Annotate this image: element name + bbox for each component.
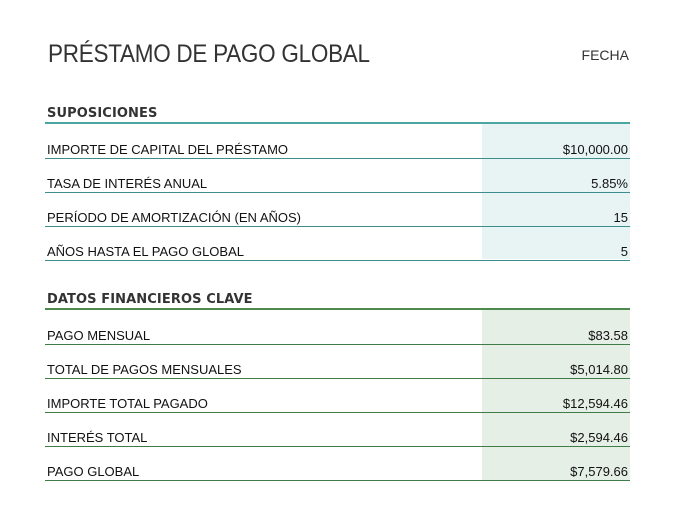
assumptions-title: SUPOSICIONES [47,106,158,121]
key-value: $7,579.66 [570,464,628,479]
row-divider [45,260,630,261]
key-label: IMPORTE TOTAL PAGADO [47,396,208,411]
key-label: INTERÉS TOTAL [47,430,148,445]
key-row-total-monthly-payments[interactable] [45,344,630,378]
key-financials-title: DATOS FINANCIEROS CLAVE [47,292,253,307]
page-title: PRÉSTAMO DE PAGO GLOBAL [48,40,370,68]
key-row-total-interest[interactable] [45,412,630,446]
assumption-label: AÑOS HASTA EL PAGO GLOBAL [47,244,244,259]
assumption-value[interactable]: 5.85% [591,176,628,191]
assumption-label: PERÍODO DE AMORTIZACIÓN (EN AÑOS) [47,210,302,225]
assumption-value[interactable]: 15 [613,210,628,225]
assumption-label: IMPORTE DE CAPITAL DEL PRÉSTAMO [47,142,289,157]
key-value: $12,594.46 [562,396,628,411]
key-label: TOTAL DE PAGOS MENSUALES [47,362,242,377]
assumption-row-principal[interactable] [45,124,630,158]
key-label: PAGO GLOBAL [47,464,140,479]
assumption-label: TASA DE INTERÉS ANUAL [47,176,208,191]
key-row-monthly-payment[interactable] [45,310,630,344]
assumption-row-years-to-balloon[interactable] [45,226,630,260]
key-value: $5,014.80 [570,362,628,377]
date-label: FECHA [581,47,629,63]
key-label: PAGO MENSUAL [47,328,151,343]
key-value: $83.58 [588,328,628,343]
assumption-row-rate[interactable] [45,158,630,192]
assumption-value[interactable]: 5 [620,244,628,259]
key-value: $2,594.46 [570,430,628,445]
row-divider [45,480,630,481]
assumption-row-period[interactable] [45,192,630,226]
assumption-value[interactable]: $10,000.00 [562,142,628,157]
key-row-balloon-payment[interactable] [45,446,630,480]
key-row-total-paid[interactable] [45,378,630,412]
